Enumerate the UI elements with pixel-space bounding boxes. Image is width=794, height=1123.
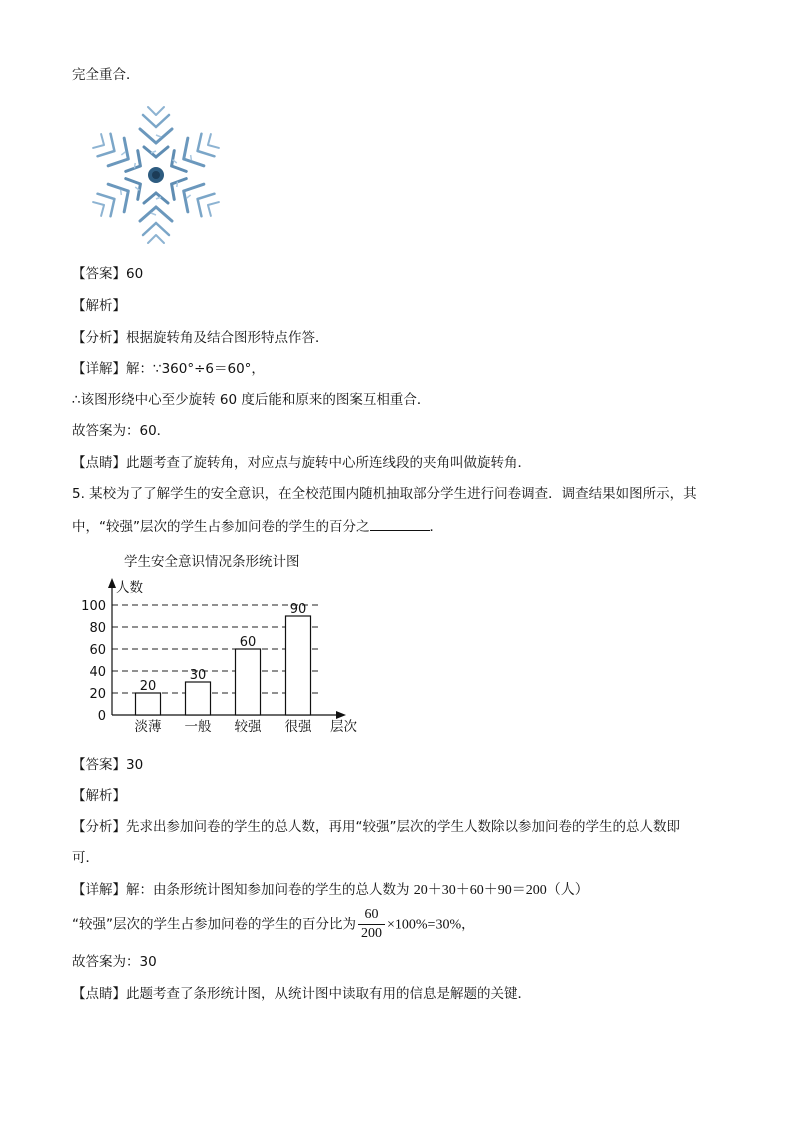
q5-question-line2-post: ． (429, 519, 443, 535)
y-axis-arrow (108, 578, 116, 588)
fraction-numerator: 60 (358, 906, 385, 925)
bar-value-label: 20 (139, 679, 157, 694)
bar-chart (80, 548, 380, 738)
bar (186, 682, 211, 715)
q5-question-line2-pre: 中，“较强”层次的学生占参加问卷的学生的百分之 (72, 519, 370, 535)
top-text: 完全重合． (72, 67, 140, 83)
q5-question-line1: 5. 某校为了了解学生的安全意识，在全校范围内随机抽取部分学生进行问卷调查．调查结果如图所示，其 (72, 486, 697, 502)
bar (286, 616, 311, 715)
bar-value-label: 90 (289, 602, 307, 617)
q5-xiangjie-expr: 20＋30＋60＋90＝200（人） (413, 883, 589, 898)
q5-percent-end: ， (461, 916, 475, 933)
q5-xiangjie (72, 881, 589, 900)
q5-final: 故答案为：30 (72, 954, 157, 970)
x-tick-label: 淡薄 (134, 719, 162, 735)
y-tick-label: 20 (89, 687, 106, 702)
x-axis-label: 层次 (330, 719, 357, 735)
y-tick-label: 80 (89, 621, 106, 636)
q5-percent-line (72, 906, 475, 944)
q5-question-line2 (72, 516, 443, 536)
bar (236, 649, 261, 715)
answer-blank (370, 516, 430, 531)
q4-answer: 【答案】60 (72, 266, 144, 282)
percent-fraction (358, 906, 385, 943)
q4-xiangjie: 【详解】解：∵360°÷6＝60°， (72, 361, 265, 377)
q5-percent-post: ×100%=30% (387, 917, 462, 933)
q5-answer: 【答案】30 (72, 757, 144, 773)
q4-fenxi: 【分析】根据旋转角及结合图形特点作答． (72, 330, 329, 346)
y-axis-label: 人数 (116, 580, 143, 596)
bar-value-label: 60 (239, 635, 257, 650)
q5-jiexi: 【解析】 (72, 788, 126, 804)
q5-percent-pre: “较强”层次的学生占参加问卷的学生的百分比为 (72, 916, 356, 933)
x-tick-label: 较强 (234, 719, 262, 735)
x-tick-label: 一般 (184, 719, 212, 735)
y-tick-label: 0 (97, 709, 106, 724)
chart-title: 学生安全意识情况条形统计图 (124, 554, 300, 570)
bar-value-label: 30 (189, 668, 207, 683)
snowflake-image (72, 95, 248, 255)
q4-therefore: ∴该图形绕中心至少旋转 60 度后能和原来的图案互相重合． (72, 392, 431, 408)
x-tick-labels (135, 718, 312, 735)
bar (136, 693, 161, 715)
q4-jiexi: 【解析】 (72, 298, 126, 314)
y-ticks (81, 599, 106, 724)
bars (136, 602, 311, 715)
q5-fenxi-line2: 可． (72, 850, 99, 866)
x-tick-label: 很强 (284, 719, 312, 735)
x-axis-arrow (336, 711, 346, 719)
q4-dianjing: 【点睛】此题考查了旋转角，对应点与旋转中心所连线段的夹角叫做旋转角． (72, 455, 531, 471)
q5-dianjing: 【点睛】此题考查了条形统计图，从统计图中读取有用的信息是解题的关键． (72, 986, 531, 1002)
q5-xiangjie-pre: 【详解】解：由条形统计图知参加问卷的学生的总人数为 (72, 882, 410, 898)
y-tick-label: 100 (81, 599, 106, 614)
y-tick-label: 40 (89, 665, 106, 680)
q5-fenxi-line1: 【分析】先求出参加问卷的学生的总人数，再用“较强”层次的学生人数除以参加问卷的学生的总人数即 (72, 819, 680, 835)
y-tick-label: 60 (89, 643, 106, 658)
q4-final: 故答案为：60． (72, 423, 171, 439)
fraction-denominator: 200 (361, 926, 382, 941)
